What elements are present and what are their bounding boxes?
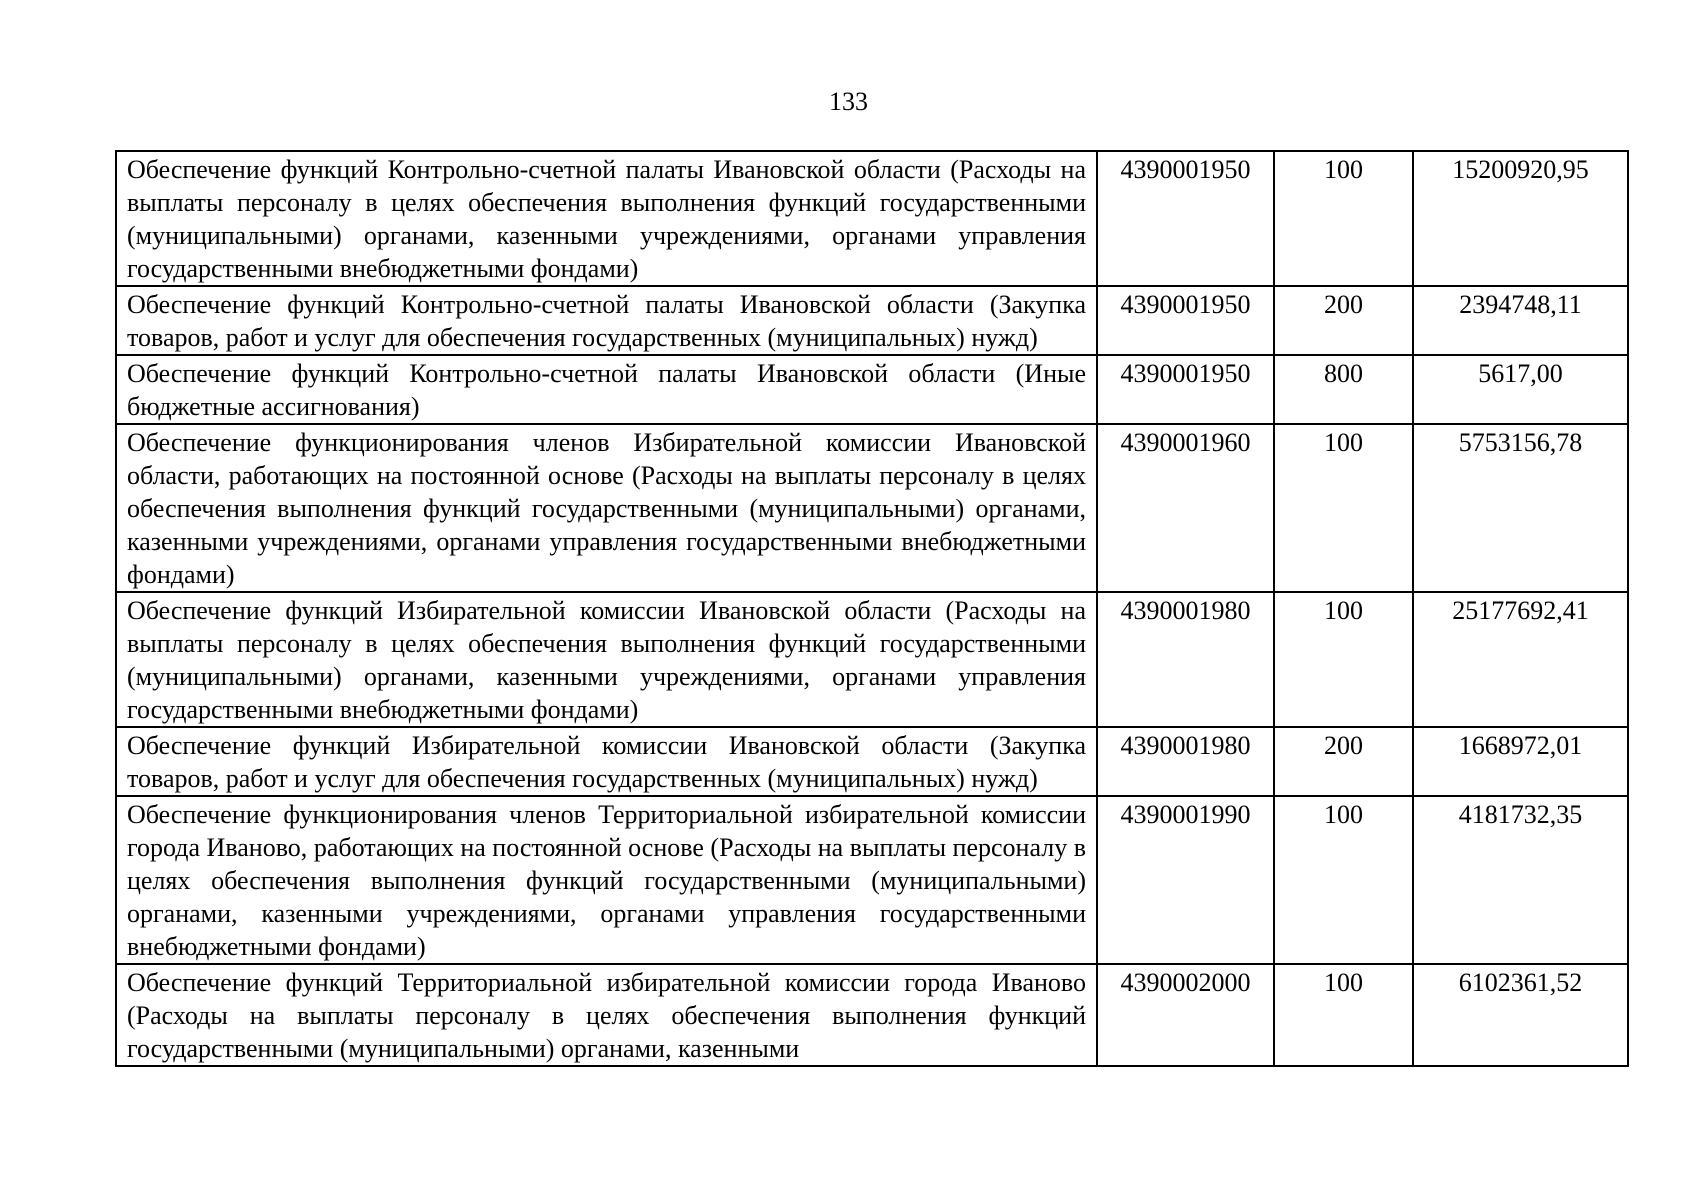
table-row	[116, 796, 1628, 964]
expense-description: Обеспечение функций Территориальной избирательной комиссии города Иваново (Расходы на выплаты персоналу в целях обеспечения выполнения функций государственными (муниципальными) органами, казенными	[116, 964, 1097, 1066]
expense-type-code: 100	[1274, 964, 1413, 1066]
expense-type-code: 100	[1274, 592, 1413, 727]
target-article-code: 4390001950	[1097, 355, 1274, 424]
expense-type-code: 100	[1274, 796, 1413, 964]
expense-description: Обеспечение функционирования членов Территориальной избирательной комиссии города Иваново, работающих на постоянной основе (Расходы на выплаты персоналу в целях обеспечения выполнения функций государственными (муниципальными) органами, казенными учреждениями, органами управления государственными внебюджетными фондами)	[116, 796, 1097, 964]
target-article-code: 4390001950	[1097, 151, 1274, 286]
page-number: 133	[829, 87, 868, 116]
expense-description: Обеспечение функций Избирательной комиссии Ивановской области (Закупка товаров, работ и услуг для обеспечения государственных (муниципальных) нужд)	[116, 727, 1097, 796]
expense-type-code: 100	[1274, 424, 1413, 592]
amount: 5753156,78	[1413, 424, 1628, 592]
expense-type-code: 800	[1274, 355, 1413, 424]
amount: 15200920,95	[1413, 151, 1628, 286]
target-article-code: 4390002000	[1097, 964, 1274, 1066]
table-row	[116, 355, 1628, 424]
expense-type-code: 100	[1274, 151, 1413, 286]
amount: 4181732,35	[1413, 796, 1628, 964]
table-row	[116, 964, 1628, 1066]
amount: 6102361,52	[1413, 964, 1628, 1066]
amount: 2394748,11	[1413, 286, 1628, 355]
table-row	[116, 424, 1628, 592]
amount: 5617,00	[1413, 355, 1628, 424]
target-article-code: 4390001990	[1097, 796, 1274, 964]
expense-description: Обеспечение функций Контрольно-счетной палаты Ивановской области (Закупка товаров, работ и услуг для обеспечения государственных (муниципальных) нужд)	[116, 286, 1097, 355]
expense-description: Обеспечение функционирования членов Избирательной комиссии Ивановской области, работающих на постоянной основе (Расходы на выплаты персоналу в целях обеспечения выполнения функций государственными (муниципальными) органами, казенными учреждениями, органами управления государственными внебюджетными фондами)	[116, 424, 1097, 592]
expense-type-code: 200	[1274, 727, 1413, 796]
table-row	[116, 727, 1628, 796]
table-row	[116, 286, 1628, 355]
amount: 1668972,01	[1413, 727, 1628, 796]
table-row	[116, 592, 1628, 727]
budget-table	[115, 150, 1629, 1067]
target-article-code: 4390001950	[1097, 286, 1274, 355]
target-article-code: 4390001980	[1097, 592, 1274, 727]
expense-description: Обеспечение функций Контрольно-счетной палаты Ивановской области (Иные бюджетные ассигнования)	[116, 355, 1097, 424]
expense-description: Обеспечение функций Контрольно-счетной палаты Ивановской области (Расходы на выплаты персоналу в целях обеспечения выполнения функций государственными (муниципальными) органами, казенными учреждениями, органами управления государственными внебюджетными фондами)	[116, 151, 1097, 286]
expense-type-code: 200	[1274, 286, 1413, 355]
amount: 25177692,41	[1413, 592, 1628, 727]
table-row	[116, 151, 1628, 286]
target-article-code: 4390001980	[1097, 727, 1274, 796]
target-article-code: 4390001960	[1097, 424, 1274, 592]
expense-description: Обеспечение функций Избирательной комиссии Ивановской области (Расходы на выплаты персоналу в целях обеспечения выполнения функций государственными (муниципальными) органами, казенными учреждениями, органами управления государственными внебюджетными фондами)	[116, 592, 1097, 727]
